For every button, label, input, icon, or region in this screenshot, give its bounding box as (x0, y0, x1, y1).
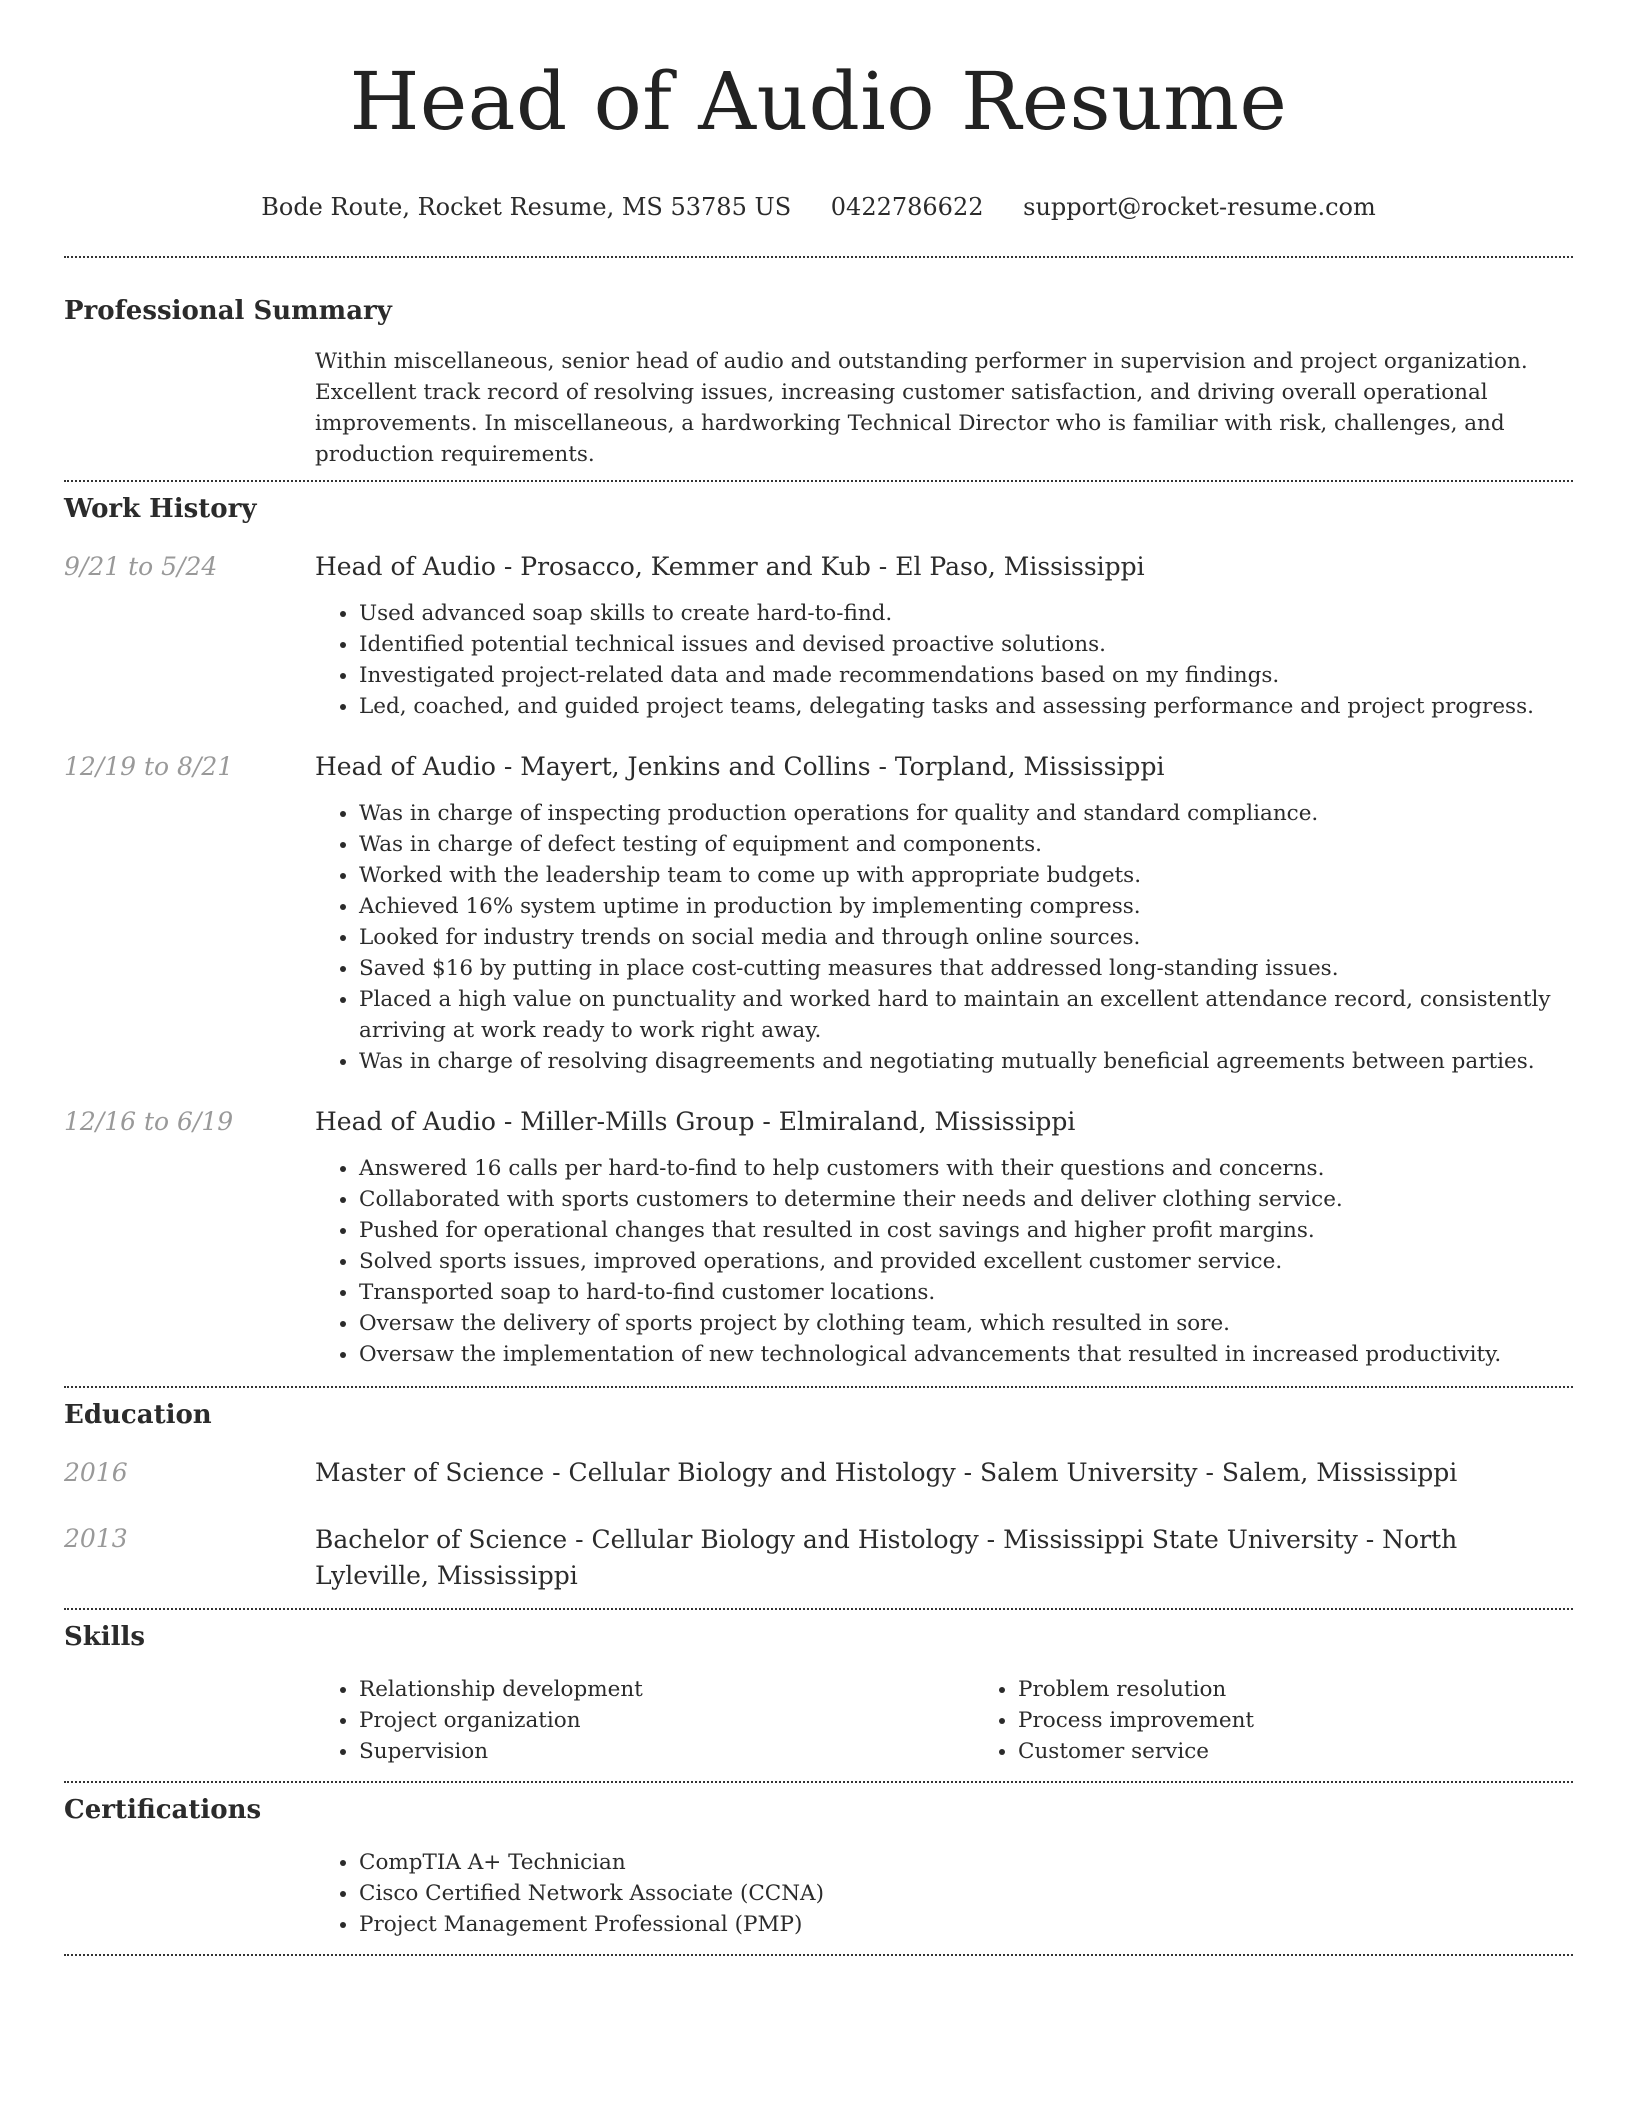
list-item: • Was in charge of resolving disagreements and negotiating mutually beneficial agreements between parties. (359, 1046, 1573, 1077)
list-item: • Answered 16 calls per hard-to-find to help customers with their questions and concerns. (359, 1153, 1573, 1184)
job-dates: 12/16 to 6/19 (64, 1107, 234, 1136)
skills-list-right (974, 1674, 1632, 1767)
job-dates: 9/21 to 5/24 (64, 552, 218, 581)
job-title: Head of Audio - Miller-Mills Group - Elmiraland, Mississippi (315, 1107, 1076, 1136)
list-item: • Worked with the leadership team to come up with appropriate budgets. (359, 860, 1573, 891)
list-item: • Customer service (1018, 1736, 1632, 1767)
list-item: • Was in charge of defect testing of equipment and components. (359, 829, 1573, 860)
certifications-spacer (64, 1847, 315, 1940)
list-item: • Achieved 16% system uptime in production by implementing compress. (359, 891, 1573, 922)
list-item: • CompTIA A+ Technician (359, 1847, 1573, 1878)
list-item: • Oversaw the delivery of sports project by clothing team, which resulted in sore. (359, 1308, 1573, 1339)
skills-spacer (64, 1674, 315, 1767)
work-history-heading: Work History (64, 494, 257, 524)
job-bullets (315, 1153, 1573, 1370)
certifications-heading: Certifications (64, 1795, 262, 1825)
job-title: Head of Audio - Prosacco, Kemmer and Kub - El Paso, Mississippi (315, 552, 1145, 581)
list-item: • Project organization (359, 1705, 974, 1736)
list-item: • Was in charge of inspecting production operations for quality and standard compliance. (359, 798, 1573, 829)
education-entry (64, 1522, 1573, 1594)
list-item: • Identified potential technical issues and devised proactive solutions. (359, 629, 1573, 660)
list-item: • Project Management Professional (PMP) (359, 1909, 1573, 1940)
contact-address: Bode Route, Rocket Resume, MS 53785 US (261, 193, 792, 221)
list-item: • Process improvement (1018, 1705, 1632, 1736)
education-section (64, 1388, 1573, 1594)
list-item: • Placed a high value on punctuality and worked hard to maintain an excellent attendance record, consistently arriving at work ready to work right away. (359, 984, 1573, 1046)
list-item: • Led, coached, and guided project teams, delegating tasks and assessing performance and project progress. (359, 691, 1573, 722)
resume-title: Head of Audio Resume (349, 55, 1288, 148)
list-item: • Solved sports issues, improved operations, and provided excellent customer service. (359, 1246, 1573, 1277)
education-year: 2016 (64, 1458, 128, 1487)
summary-heading: Professional Summary (64, 296, 392, 326)
list-item: • Collaborated with sports customers to determine their needs and deliver clothing service. (359, 1184, 1573, 1215)
list-item: • Oversaw the implementation of new technological advancements that resulted in increased productivity. (359, 1339, 1573, 1370)
education-degree: Bachelor of Science - Cellular Biology and Histology - Mississippi State University - North Lyleville, Mississippi (315, 1525, 1458, 1590)
summary-spacer (64, 346, 315, 470)
contact-line (64, 190, 1573, 224)
resume-page (64, 0, 1573, 1956)
job-entry (64, 550, 1573, 722)
list-item: • Relationship development (359, 1674, 974, 1705)
education-degree: Master of Science - Cellular Biology and Histology - Salem University - Salem, Mississippi (315, 1458, 1458, 1487)
job-bullets (315, 798, 1573, 1077)
summary-section (64, 258, 1573, 470)
list-item: • Supervision (359, 1736, 974, 1767)
skills-section (64, 1610, 1573, 1767)
list-item: • Cisco Certified Network Associate (CCNA) (359, 1878, 1573, 1909)
list-item: • Used advanced soap skills to create hard-to-find. (359, 598, 1573, 629)
list-item: • Pushed for operational changes that resulted in cost savings and higher profit margins. (359, 1215, 1573, 1246)
list-item: • Looked for industry trends on social media and through online sources. (359, 922, 1573, 953)
contact-phone: 0422786622 (830, 193, 984, 221)
certifications-section (64, 1783, 1573, 1940)
contact-email: support@rocket-resume.com (1023, 193, 1376, 221)
education-year: 2013 (64, 1524, 128, 1553)
job-entry (64, 750, 1573, 1077)
job-dates: 12/19 to 8/21 (64, 752, 234, 781)
education-entry (64, 1456, 1573, 1490)
skills-list-left (315, 1674, 974, 1767)
job-title: Head of Audio - Mayert, Jenkins and Collins - Torpland, Mississippi (315, 752, 1165, 781)
list-item: • Saved $16 by putting in place cost-cutting measures that addressed long-standing issues. (359, 953, 1573, 984)
list-item: • Transported soap to hard-to-find customer locations. (359, 1277, 1573, 1308)
job-bullets (315, 598, 1573, 722)
certifications-list (315, 1847, 1573, 1940)
work-history-section (64, 482, 1573, 1370)
section-divider (64, 1954, 1573, 1956)
list-item: • Problem resolution (1018, 1674, 1632, 1705)
summary-text: Within miscellaneous, senior head of audio and outstanding performer in supervision and project organization. Excellent track record of resolving issues, increasing customer satisfaction, and driving overall operational improvements. In miscellaneous, a hardworking Technical Director who is familiar with risk, challenges, and production requirements. (315, 349, 1528, 467)
job-entry (64, 1105, 1573, 1370)
education-heading: Education (64, 1400, 212, 1430)
list-item: • Investigated project-related data and made recommendations based on my findings. (359, 660, 1573, 691)
skills-heading: Skills (64, 1622, 146, 1652)
